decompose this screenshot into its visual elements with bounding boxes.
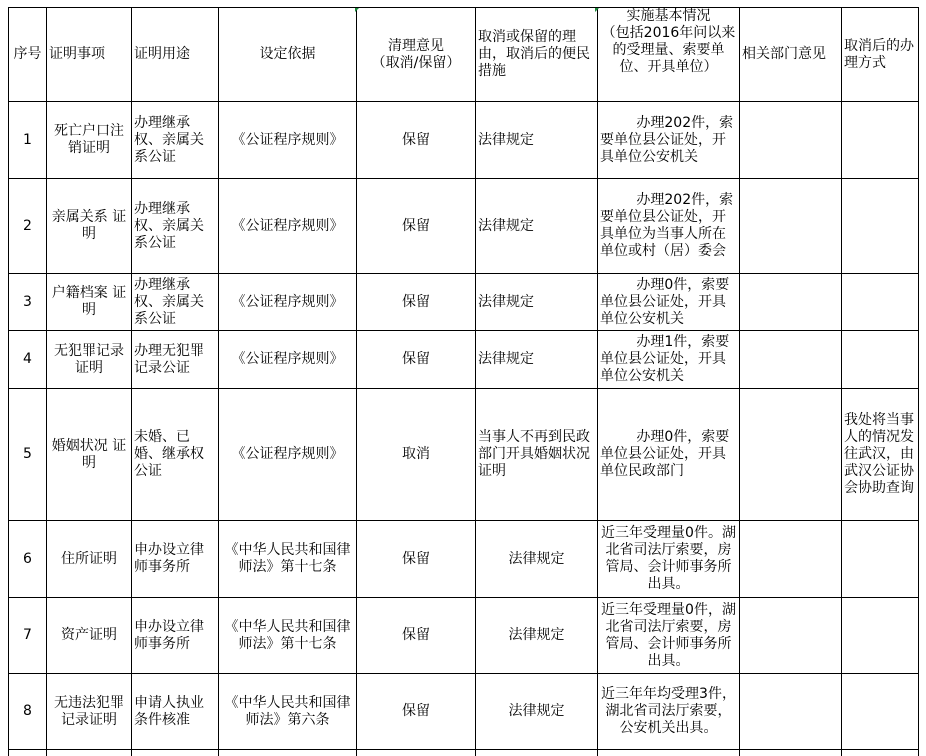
table-row bbox=[9, 521, 919, 598]
cell-dept bbox=[740, 102, 842, 179]
cell-dept bbox=[740, 179, 842, 274]
cell-basis: 《中华人民共和国律师法》第六条 bbox=[219, 674, 357, 750]
table-row-cutoff bbox=[9, 750, 919, 756]
cell-empty bbox=[219, 750, 357, 756]
header-method: 取消后的办理方式 bbox=[842, 8, 919, 102]
cell-use: 办理继承权、亲属关系公证 bbox=[132, 102, 219, 179]
cell-dept bbox=[740, 331, 842, 389]
cell-basis: 《中华人民共和国律师法》第十七条 bbox=[219, 598, 357, 674]
header-seq: 序号 bbox=[9, 8, 47, 102]
cell-empty bbox=[476, 750, 598, 756]
cell-dept bbox=[740, 389, 842, 521]
cell-item: 婚姻状况 证 明 bbox=[47, 389, 132, 521]
header-reason: 取消或保留的理由，取消后的便民措施 bbox=[476, 8, 598, 102]
cell-opinion: 保留 bbox=[357, 598, 476, 674]
cell-reason: 法律规定 bbox=[476, 674, 598, 750]
cell-empty bbox=[47, 750, 132, 756]
cell-seq: 4 bbox=[9, 331, 47, 389]
cell-use: 申办设立律师事务所 bbox=[132, 521, 219, 598]
cell-reason: 当事人不再到民政部门开具婚姻状况证明 bbox=[476, 389, 598, 521]
cell-reason: 法律规定 bbox=[476, 102, 598, 179]
cell-empty bbox=[357, 750, 476, 756]
cell-empty bbox=[132, 750, 219, 756]
cell-comment-marker bbox=[595, 8, 599, 12]
cell-status: 近三年受理量0件。湖北省司法厅索要，房管局、会计师事务所出具。 bbox=[598, 521, 740, 598]
cell-basis: 《公证程序规则》 bbox=[219, 331, 357, 389]
cell-opinion: 保留 bbox=[357, 331, 476, 389]
table-row bbox=[9, 274, 919, 331]
header-item: 证明事项 bbox=[47, 8, 132, 102]
cell-opinion: 保留 bbox=[357, 179, 476, 274]
cell-reason: 法律规定 bbox=[476, 179, 598, 274]
cell-seq: 1 bbox=[9, 102, 47, 179]
cell-status: 近三年受理量0件，湖北省司法厅索要，房管局、会计师事务所出具。 bbox=[598, 598, 740, 674]
cell-method: 我处将当事人的情况发往武汉，由武汉公证协会协助查询 bbox=[842, 389, 919, 521]
cell-comment-marker bbox=[355, 8, 359, 12]
cell-seq: 2 bbox=[9, 179, 47, 274]
cell-status: 办理202件，索要单位县公证处，开具单位公安机关 bbox=[598, 102, 740, 179]
cell-method bbox=[842, 179, 919, 274]
header-basis: 设定依据 bbox=[219, 8, 357, 102]
cell-seq: 8 bbox=[9, 674, 47, 750]
cell-use: 办理继承权、亲属关系公证 bbox=[132, 274, 219, 331]
cell-empty bbox=[598, 750, 740, 756]
header-status: 实施基本情况 （包括2016年问以来的受理量、索要单位、开具单位） bbox=[598, 8, 740, 102]
cell-empty bbox=[842, 750, 919, 756]
cell-item: 无违法犯罪记录证明 bbox=[47, 674, 132, 750]
table-row bbox=[9, 598, 919, 674]
table-row bbox=[9, 102, 919, 179]
cell-item: 户籍档案 证 明 bbox=[47, 274, 132, 331]
cell-basis: 《中华人民共和国律师法》第十七条 bbox=[219, 521, 357, 598]
certificate-table bbox=[8, 7, 919, 756]
cell-dept bbox=[740, 674, 842, 750]
cell-status: 办理1件，索要单位县公证处，开具单位公安机关 bbox=[598, 331, 740, 389]
cell-opinion: 保留 bbox=[357, 674, 476, 750]
cell-reason: 法律规定 bbox=[476, 331, 598, 389]
header-opinion: 清理意见 （取消/保留） bbox=[357, 8, 476, 102]
cell-use: 申请人执业条件核准 bbox=[132, 674, 219, 750]
cell-status: 办理202件，索要单位县公证处，开具单位为当事人所在单位或村（居）委会 bbox=[598, 179, 740, 274]
cell-use: 申办设立律师事务所 bbox=[132, 598, 219, 674]
header-row bbox=[9, 8, 919, 102]
header-use: 证明用途 bbox=[132, 8, 219, 102]
cell-method bbox=[842, 521, 919, 598]
cell-item: 亲属关系 证 明 bbox=[47, 179, 132, 274]
cell-seq: 5 bbox=[9, 389, 47, 521]
cell-item: 无犯罪记录证明 bbox=[47, 331, 132, 389]
cell-status: 办理0件，索要单位县公证处，开具单位民政部门 bbox=[598, 389, 740, 521]
cell-dept bbox=[740, 598, 842, 674]
cell-use: 办理继承权、亲属关系公证 bbox=[132, 179, 219, 274]
cell-item: 资产证明 bbox=[47, 598, 132, 674]
cell-opinion: 保留 bbox=[357, 521, 476, 598]
cell-empty bbox=[9, 750, 47, 756]
cell-seq: 3 bbox=[9, 274, 47, 331]
cell-item: 死亡户口注销证明 bbox=[47, 102, 132, 179]
cell-opinion: 保留 bbox=[357, 274, 476, 331]
cell-empty bbox=[740, 750, 842, 756]
cell-dept bbox=[740, 521, 842, 598]
cell-basis: 《公证程序规则》 bbox=[219, 389, 357, 521]
cell-basis: 《公证程序规则》 bbox=[219, 102, 357, 179]
cell-reason: 法律规定 bbox=[476, 598, 598, 674]
cell-use: 办理无犯罪记录公证 bbox=[132, 331, 219, 389]
cell-seq: 7 bbox=[9, 598, 47, 674]
header-dept: 相关部门意见 bbox=[740, 8, 842, 102]
table-row bbox=[9, 179, 919, 274]
table-row bbox=[9, 674, 919, 750]
cell-seq: 6 bbox=[9, 521, 47, 598]
table-row bbox=[9, 389, 919, 521]
cell-item: 住所证明 bbox=[47, 521, 132, 598]
cell-method bbox=[842, 598, 919, 674]
cell-method bbox=[842, 102, 919, 179]
cell-reason: 法律规定 bbox=[476, 521, 598, 598]
cell-status: 办理0件，索要单位县公证处，开具单位公安机关 bbox=[598, 274, 740, 331]
cell-basis: 《公证程序规则》 bbox=[219, 274, 357, 331]
cell-method bbox=[842, 331, 919, 389]
cell-opinion: 取消 bbox=[357, 389, 476, 521]
cell-method bbox=[842, 274, 919, 331]
cell-status: 近三年年均受理3件，湖北省司法厅索要，公安机关出具。 bbox=[598, 674, 740, 750]
cell-reason: 法律规定 bbox=[476, 274, 598, 331]
cell-method bbox=[842, 674, 919, 750]
cell-use: 未婚、已婚、继承权公证 bbox=[132, 389, 219, 521]
cell-basis: 《公证程序规则》 bbox=[219, 179, 357, 274]
cell-dept bbox=[740, 274, 842, 331]
cell-opinion: 保留 bbox=[357, 102, 476, 179]
table-row bbox=[9, 331, 919, 389]
